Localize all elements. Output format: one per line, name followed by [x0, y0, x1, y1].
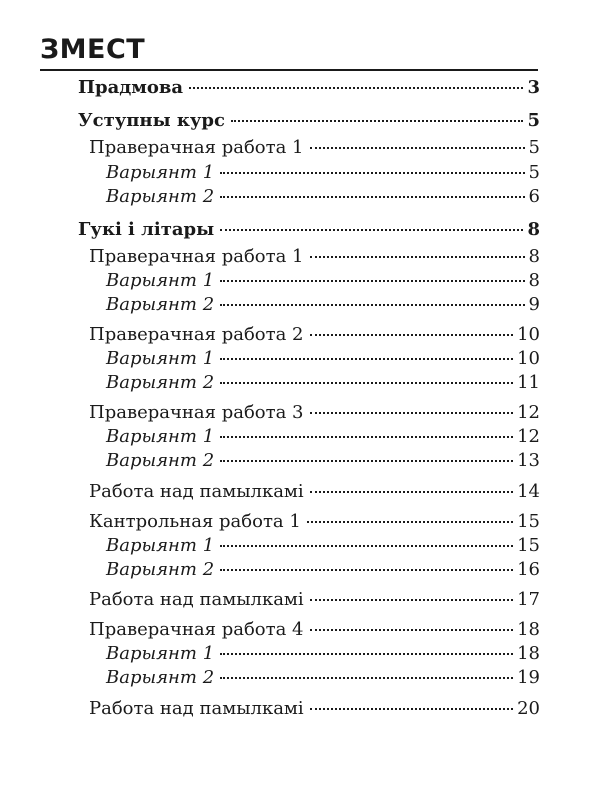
toc-entry-page: 5 — [528, 137, 540, 158]
dot-leader — [310, 599, 513, 601]
toc-entry-label: Варыянт 2 — [106, 294, 215, 315]
toc-entry-page: 10 — [517, 348, 540, 369]
title-rule — [40, 69, 538, 71]
toc-entry-label: Работа над памылкамі — [89, 589, 304, 610]
toc-entry-label: Варыянт 1 — [106, 348, 215, 369]
toc-entry — [78, 479, 540, 505]
dot-leader — [310, 629, 514, 631]
toc-entry-page: 13 — [517, 450, 540, 471]
dot-leader — [220, 545, 513, 547]
toc-entry-label: Праверачная работа 4 — [89, 619, 304, 640]
toc-entry — [78, 346, 540, 372]
page-title: ЗМЕСТ — [40, 34, 146, 65]
toc-entry-page: 17 — [517, 589, 540, 610]
toc-entry-label: Гукі і літары — [78, 219, 215, 240]
toc-entry — [78, 448, 540, 474]
toc-entry-page: 5 — [528, 162, 540, 183]
dot-leader — [220, 677, 513, 679]
toc-entry-page: 8 — [528, 270, 540, 291]
toc-entry-label: Варыянт 1 — [106, 270, 215, 291]
toc-entry-label: Варыянт 2 — [106, 450, 215, 471]
dot-leader — [220, 460, 513, 462]
dot-leader — [220, 304, 524, 306]
dot-leader — [310, 147, 525, 149]
toc-entry — [78, 268, 540, 294]
toc-entry-label: Работа над памылкамі — [89, 698, 304, 719]
toc-entry-label: Варыянт 1 — [106, 535, 215, 556]
toc-entry — [78, 509, 540, 535]
toc-entry-page: 14 — [517, 481, 540, 502]
toc-entry-page: 8 — [528, 246, 540, 267]
toc-entry-label: Варыянт 1 — [106, 643, 215, 664]
dot-leader — [189, 87, 523, 89]
dot-leader — [220, 436, 513, 438]
toc-entry-label: Прадмова — [78, 77, 184, 98]
toc-entry-page: 5 — [527, 110, 540, 131]
toc-entry — [78, 696, 540, 722]
dot-leader — [307, 521, 513, 523]
toc-entry — [78, 424, 540, 450]
toc-entry — [78, 184, 540, 210]
toc-entry — [78, 400, 540, 426]
toc-entry-page: 18 — [517, 619, 540, 640]
toc-entry-page: 12 — [517, 426, 540, 447]
toc-entry — [78, 370, 540, 396]
toc-entry — [78, 135, 540, 161]
toc-entry-label: Варыянт 1 — [106, 426, 215, 447]
toc-entry-page: 16 — [517, 559, 540, 580]
dot-leader — [220, 382, 513, 384]
toc-entry — [78, 533, 540, 559]
toc-entry-page: 8 — [527, 219, 540, 240]
toc-entry-label: Кантрольная работа 1 — [89, 511, 301, 532]
toc-entry-page: 15 — [517, 511, 540, 532]
toc-entry-label: Праверачная работа 3 — [89, 402, 304, 423]
dot-leader — [310, 256, 525, 258]
toc-entry-label: Варыянт 1 — [106, 162, 215, 183]
toc-entry — [78, 292, 540, 318]
toc-entry — [78, 244, 540, 270]
toc-entry-label: Варыянт 2 — [106, 667, 215, 688]
toc-entry-page: 20 — [517, 698, 540, 719]
toc-entry-page: 3 — [527, 77, 540, 98]
toc-entry — [78, 641, 540, 667]
toc-entry — [78, 587, 540, 613]
dot-leader — [220, 569, 513, 571]
toc-entry-page: 11 — [517, 372, 540, 393]
dot-leader — [220, 653, 513, 655]
toc-entry — [78, 75, 540, 101]
toc-entry-label: Варыянт 2 — [106, 559, 215, 580]
dot-leader — [310, 491, 513, 493]
toc-entry-page: 18 — [517, 643, 540, 664]
toc-entry-page: 10 — [517, 324, 540, 345]
toc-entry-label: Уступны курс — [78, 110, 225, 131]
toc-entry — [78, 665, 540, 691]
dot-leader — [220, 358, 513, 360]
toc-entry — [78, 217, 540, 243]
toc-entry-page: 6 — [528, 186, 540, 207]
toc-entry-label: Варыянт 2 — [106, 372, 215, 393]
toc-entry-label: Работа над памылкамі — [89, 481, 304, 502]
toc-entry — [78, 617, 540, 643]
dot-leader — [220, 196, 524, 198]
dot-leader — [310, 412, 514, 414]
toc-entry-page: 12 — [517, 402, 540, 423]
dot-leader — [231, 120, 523, 122]
toc-entry — [78, 160, 540, 186]
dot-leader — [220, 280, 524, 282]
toc-entry — [78, 322, 540, 348]
dot-leader — [310, 708, 513, 710]
toc-entry-page: 15 — [517, 535, 540, 556]
toc-entry — [78, 557, 540, 583]
toc-entry-label: Праверачная работа 1 — [89, 137, 304, 158]
toc-entry-page: 9 — [528, 294, 540, 315]
toc-entry-label: Варыянт 2 — [106, 186, 215, 207]
dot-leader — [220, 172, 524, 174]
toc-entry-page: 19 — [517, 667, 540, 688]
dot-leader — [310, 334, 514, 336]
toc-entry-label: Праверачная работа 1 — [89, 246, 304, 267]
toc-entry — [78, 108, 540, 134]
toc-entry-label: Праверачная работа 2 — [89, 324, 304, 345]
dot-leader — [220, 229, 523, 231]
